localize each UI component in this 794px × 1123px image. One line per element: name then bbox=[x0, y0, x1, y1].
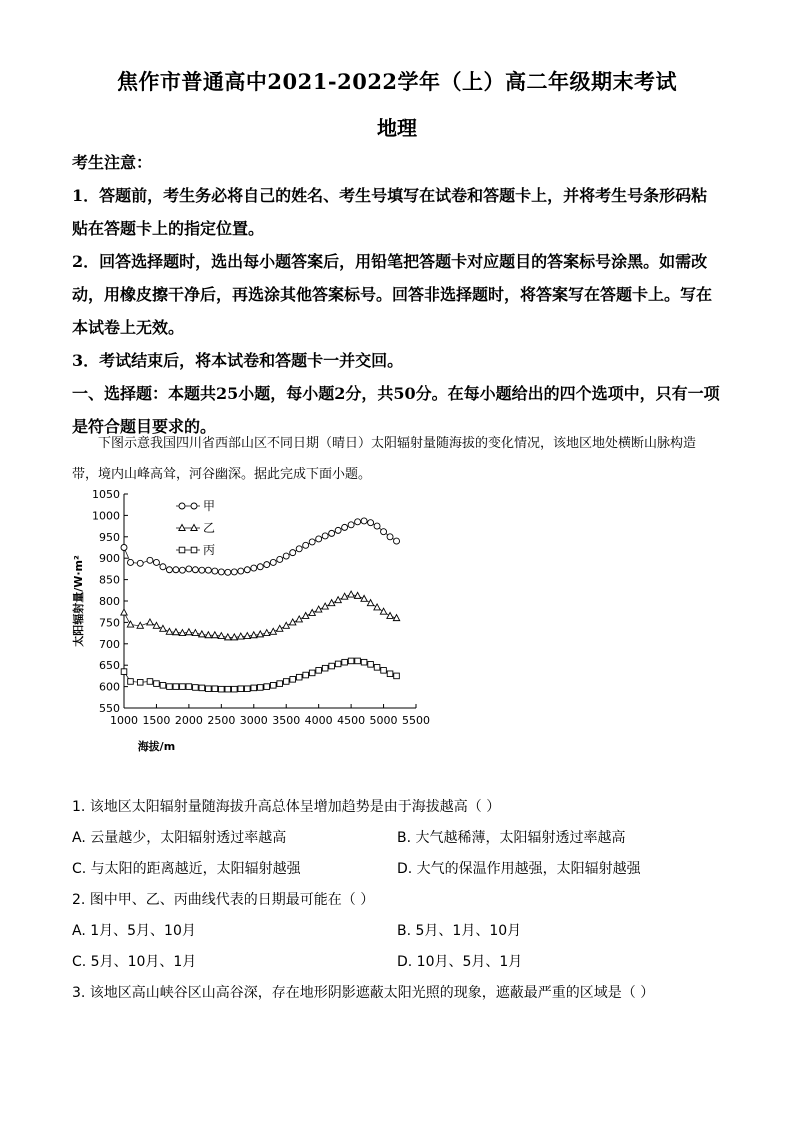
radiation-altitude-chart bbox=[66, 486, 436, 766]
data-point bbox=[193, 685, 199, 691]
data-point bbox=[296, 546, 302, 552]
x-tick-label: 5500 bbox=[402, 714, 430, 727]
data-point bbox=[303, 672, 309, 678]
data-point bbox=[283, 622, 289, 628]
data-point bbox=[186, 684, 192, 690]
data-point bbox=[205, 567, 211, 573]
question-stem: 2. 图中甲、乙、丙曲线代表的日期最可能在（ ） bbox=[72, 892, 375, 908]
data-point bbox=[121, 669, 127, 675]
data-point bbox=[335, 661, 341, 667]
data-point bbox=[296, 674, 302, 680]
data-point bbox=[316, 536, 322, 542]
data-point bbox=[167, 684, 173, 690]
data-point bbox=[127, 559, 133, 565]
option: D. 大气的保温作用越强，太阳辐射越强 bbox=[397, 861, 641, 877]
data-point bbox=[315, 606, 321, 612]
data-point bbox=[381, 529, 387, 535]
data-point bbox=[374, 665, 380, 671]
data-point bbox=[160, 683, 166, 689]
data-point bbox=[179, 503, 185, 509]
data-point bbox=[231, 569, 237, 575]
data-point bbox=[212, 686, 218, 692]
data-point bbox=[290, 619, 296, 625]
data-point bbox=[212, 568, 218, 574]
y-tick-label: 600 bbox=[99, 680, 120, 694]
data-point bbox=[128, 679, 134, 685]
data-point bbox=[257, 564, 263, 570]
question-intro: 下图示意我国四川省西部山区不同日期（晴日）太阳辐射量随海拔的变化情况，该地区地处横断山脉构造带，境内山峰高耸，河谷幽深。据此完成下面小题。 bbox=[72, 436, 697, 482]
data-point bbox=[147, 619, 153, 625]
data-point bbox=[153, 622, 159, 628]
data-point bbox=[238, 568, 244, 574]
data-point bbox=[348, 658, 354, 664]
y-tick-label: 650 bbox=[99, 659, 120, 673]
data-point bbox=[173, 629, 179, 635]
data-point bbox=[191, 547, 197, 553]
y-tick-label: 900 bbox=[99, 552, 120, 566]
data-point bbox=[367, 600, 373, 606]
data-point bbox=[302, 612, 308, 618]
data-point bbox=[173, 567, 179, 573]
data-point bbox=[179, 567, 185, 573]
data-point bbox=[368, 662, 374, 668]
data-point bbox=[381, 668, 387, 674]
question-stem: 3. 该地区高山峡谷区山高谷深，存在地形阴影遮蔽太阳光照的现象，遮蔽最严重的区域是（ ） bbox=[72, 985, 655, 1001]
questions-block bbox=[72, 792, 732, 1009]
data-point bbox=[322, 533, 328, 539]
data-point bbox=[244, 567, 250, 573]
x-tick-label: 3000 bbox=[239, 714, 268, 727]
data-point bbox=[137, 560, 143, 566]
y-tick-label: 950 bbox=[99, 530, 120, 544]
data-point bbox=[342, 524, 348, 530]
x-axis-label: 海拔/m bbox=[137, 740, 176, 753]
x-tick-label: 1000 bbox=[110, 714, 138, 727]
data-point bbox=[270, 628, 276, 634]
data-point bbox=[180, 684, 186, 690]
option-row bbox=[72, 854, 732, 885]
option: A. 云量越少，太阳辐射透过率越高 bbox=[72, 830, 287, 846]
option: C. 与太阳的距离越近，太阳辐射越强 bbox=[72, 861, 301, 877]
data-point bbox=[277, 681, 283, 687]
data-point bbox=[251, 685, 257, 691]
y-axis-label: 太阳辐射量/W·m² bbox=[72, 555, 85, 647]
data-point bbox=[192, 567, 198, 573]
data-point bbox=[387, 612, 393, 618]
x-tick-label: 2000 bbox=[174, 714, 203, 727]
y-tick-label: 1050 bbox=[92, 488, 120, 501]
data-point bbox=[361, 659, 367, 665]
data-point bbox=[153, 559, 159, 565]
data-point bbox=[335, 527, 341, 533]
data-point bbox=[329, 530, 335, 536]
data-point bbox=[361, 518, 367, 524]
data-point bbox=[328, 600, 334, 606]
data-point bbox=[191, 525, 197, 531]
data-point bbox=[322, 603, 328, 609]
data-point bbox=[355, 658, 361, 664]
option-row bbox=[72, 916, 732, 947]
x-tick-label: 5000 bbox=[369, 714, 398, 727]
data-point bbox=[121, 545, 127, 551]
data-point bbox=[387, 671, 393, 677]
data-point bbox=[127, 621, 133, 627]
data-point bbox=[348, 522, 354, 528]
option: C. 5月、10月、1月 bbox=[72, 954, 197, 970]
data-point bbox=[160, 625, 166, 631]
data-point bbox=[322, 665, 328, 671]
data-point bbox=[232, 686, 238, 692]
data-point bbox=[316, 668, 322, 674]
data-point bbox=[368, 520, 374, 526]
data-point bbox=[191, 503, 197, 509]
data-point bbox=[251, 565, 257, 571]
data-point bbox=[290, 677, 296, 683]
data-point bbox=[199, 685, 205, 691]
data-point bbox=[264, 684, 270, 690]
data-point bbox=[342, 659, 348, 665]
section-heading: 一、选择题：本题共25小题，每小题2分，共50分。在每小题给出的四个选项中，只有一项是符合题目要求的。 bbox=[72, 384, 720, 436]
data-point bbox=[257, 685, 263, 691]
data-point bbox=[186, 629, 192, 635]
y-tick-label: 750 bbox=[99, 616, 120, 630]
data-point bbox=[329, 663, 335, 669]
data-point bbox=[121, 609, 127, 615]
data-point bbox=[206, 686, 212, 692]
y-tick-label: 800 bbox=[99, 595, 120, 608]
data-point bbox=[374, 523, 380, 529]
data-point bbox=[238, 686, 244, 692]
question-stem: 1. 该地区太阳辐射量随海拔升高总体呈增加趋势是由于海拔越高（ ） bbox=[72, 799, 501, 815]
notice-item: 2．回答选择题时，选出每小题答案后，用铅笔把答题卡对应题目的答案标号涂黑。如需改动，用橡皮擦干净后，再选涂其他答案标号。回答非选择题时，将答案写在答题卡上。写在本试卷上无效。 bbox=[72, 252, 713, 337]
y-tick-label: 850 bbox=[99, 573, 120, 587]
notice-heading: 考生注意： bbox=[72, 153, 153, 172]
option: A. 1月、5月、10月 bbox=[72, 923, 196, 939]
data-point bbox=[154, 681, 160, 687]
x-tick-label: 3500 bbox=[272, 714, 301, 727]
data-point bbox=[355, 519, 361, 525]
exam-title: 焦作市普通高中2021-2022学年（上）高二年级期末考试 bbox=[116, 69, 678, 94]
notice-block bbox=[72, 146, 722, 443]
option: D. 10月、5月、1月 bbox=[397, 954, 523, 970]
data-point bbox=[270, 559, 276, 565]
option: B. 5月、1月、10月 bbox=[397, 923, 522, 939]
data-point bbox=[277, 625, 283, 631]
x-tick-label: 4000 bbox=[304, 714, 333, 727]
data-point bbox=[387, 534, 393, 540]
data-point bbox=[219, 686, 225, 692]
y-tick-label: 550 bbox=[99, 702, 120, 715]
data-point bbox=[225, 686, 231, 692]
legend-label: 甲 bbox=[203, 499, 216, 513]
data-point bbox=[147, 679, 153, 685]
data-point bbox=[212, 632, 218, 638]
data-point bbox=[186, 566, 192, 572]
x-tick-label: 4500 bbox=[337, 714, 366, 727]
data-point bbox=[394, 673, 400, 679]
y-tick-label: 1000 bbox=[92, 509, 120, 523]
data-point bbox=[348, 591, 354, 597]
data-point bbox=[380, 608, 386, 614]
notice-item: 1．答题前，考生务必将自己的姓名、考生号填写在试卷和答题卡上，并将考生号条形码粘贴在答题卡上的指定位置。 bbox=[72, 186, 708, 238]
data-point bbox=[335, 597, 341, 603]
data-point bbox=[309, 670, 315, 676]
data-point bbox=[309, 539, 315, 545]
data-point bbox=[179, 525, 185, 531]
data-point bbox=[179, 547, 185, 553]
series-square bbox=[121, 658, 399, 692]
data-point bbox=[277, 556, 283, 562]
option-row bbox=[72, 823, 732, 854]
data-point bbox=[283, 679, 289, 685]
data-point bbox=[199, 567, 205, 573]
data-point bbox=[264, 562, 270, 568]
data-point bbox=[166, 628, 172, 634]
legend-label: 丙 bbox=[203, 543, 216, 557]
data-point bbox=[166, 567, 172, 573]
data-point bbox=[160, 564, 166, 570]
data-point bbox=[290, 550, 296, 556]
notice-item: 3．考试结束后，将本试卷和答题卡一并交回。 bbox=[72, 351, 404, 370]
x-tick-label: 2500 bbox=[207, 714, 236, 727]
data-point bbox=[303, 542, 309, 548]
data-point bbox=[173, 684, 179, 690]
data-point bbox=[309, 609, 315, 615]
x-tick-label: 1500 bbox=[142, 714, 171, 727]
series-circle bbox=[121, 518, 400, 575]
data-point bbox=[137, 680, 143, 686]
data-point bbox=[270, 683, 276, 689]
data-point bbox=[147, 557, 153, 563]
data-point bbox=[225, 569, 231, 575]
y-tick-label: 700 bbox=[99, 637, 120, 651]
data-point bbox=[238, 633, 244, 639]
series-triangle bbox=[121, 591, 400, 640]
data-point bbox=[218, 569, 224, 575]
option: B. 大气越稀薄，太阳辐射透过率越高 bbox=[397, 830, 626, 846]
data-point bbox=[244, 686, 250, 692]
data-point bbox=[361, 595, 367, 601]
data-point bbox=[283, 553, 289, 559]
legend-label: 乙 bbox=[203, 521, 216, 535]
data-point bbox=[394, 538, 400, 544]
data-point bbox=[296, 616, 302, 622]
option-row bbox=[72, 947, 732, 978]
data-point bbox=[374, 604, 380, 610]
exam-subject: 地理 bbox=[377, 116, 417, 140]
